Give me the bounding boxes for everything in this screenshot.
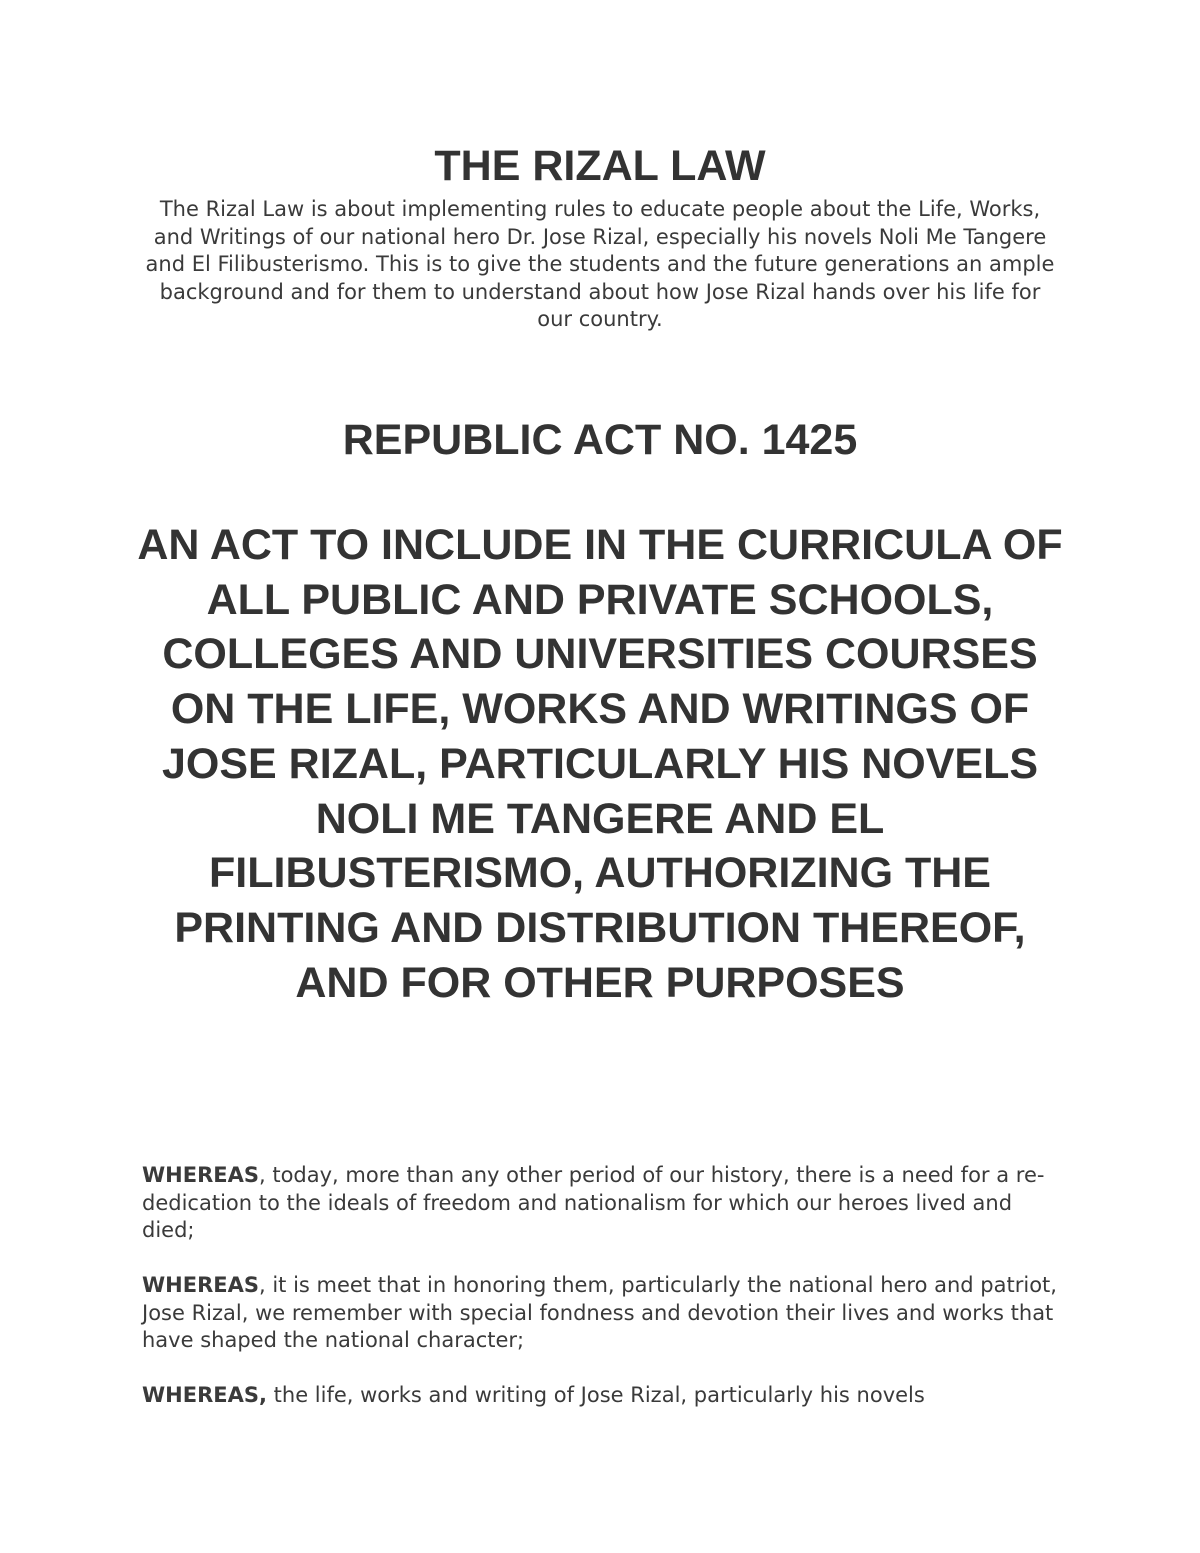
whereas-clause xyxy=(142,1162,1062,1245)
whereas-clause xyxy=(142,1382,1062,1410)
whereas-keyword: WHEREAS, xyxy=(142,1383,267,1407)
document-title: THE RIZAL LAW xyxy=(434,142,766,190)
whereas-clause xyxy=(142,1272,1062,1355)
act-number-heading: REPUBLIC ACT NO. 1425 xyxy=(342,416,858,464)
whereas-keyword: WHEREAS xyxy=(142,1273,259,1297)
whereas-text: , today, more than any other period of our history, there is a need for a re-dedication to the ideals of freedom and nationalism for which our heroes lived and died; xyxy=(142,1163,1045,1242)
act-title-heading: AN ACT TO INCLUDE IN THE CURRICULA OF ALL PUBLIC AND PRIVATE SCHOOLS, COLLEGES AND UNIVERSITIES COURSES ON THE LIFE, WORKS AND WRITINGS OF JOSE RIZAL, PARTICULARLY HIS NOVELS NOLI ME TANGERE AND EL FILIBUSTERISMO, AUTHORIZING THE PRINTING AND DISTRIBUTION THEREOF, AND FOR OTHER PURPOSES xyxy=(137,521,1063,1007)
whereas-text: , it is meet that in honoring them, particularly the national hero and patriot, Jose Rizal, we remember with special fondness and devotion their lives and works that have shaped the national character; xyxy=(142,1273,1057,1352)
intro-paragraph: The Rizal Law is about implementing rules to educate people about the Life, Works, and Writings of our national hero Dr. Jose Rizal, especially his novels Noli Me Tangere and El Filibusterismo. This is to give the students and the future generations an ample background and for them to understand about how Jose Rizal hands over his life for our country. xyxy=(145,197,1055,331)
whereas-text: the life, works and writing of Jose Rizal, particularly his novels xyxy=(266,1383,925,1407)
whereas-keyword: WHEREAS xyxy=(142,1163,259,1187)
